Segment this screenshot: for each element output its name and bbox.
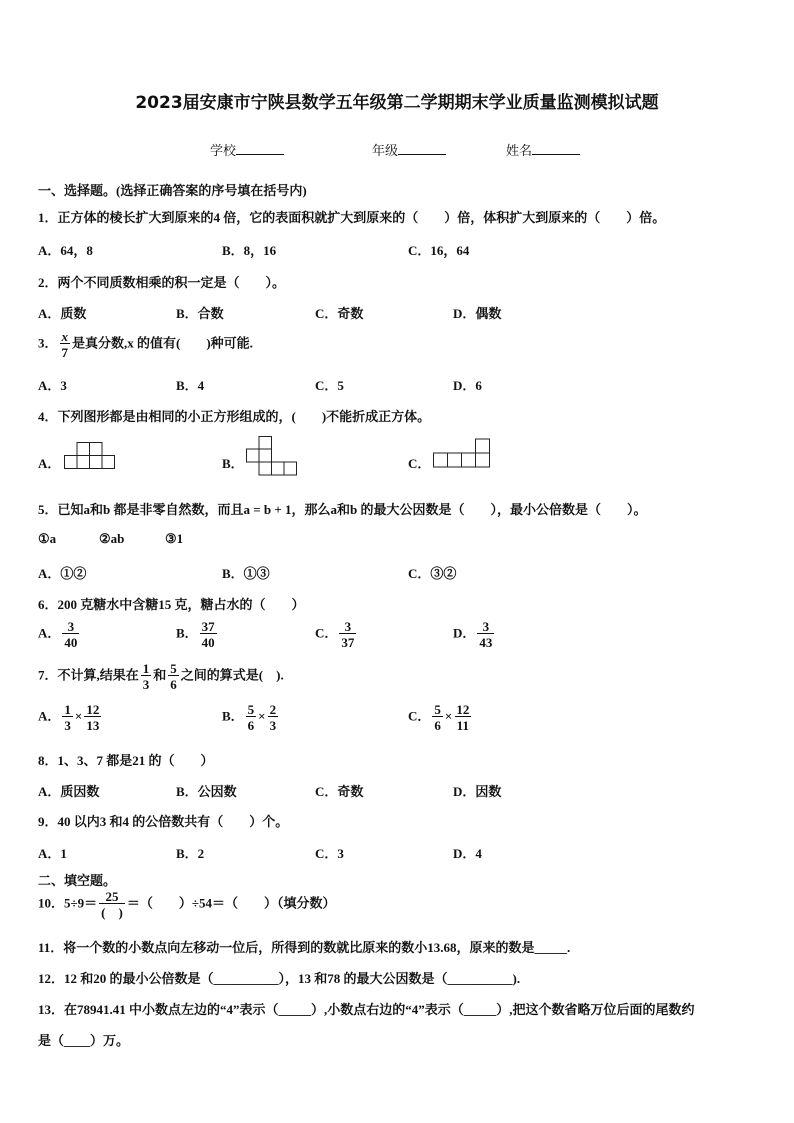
q6-option-b: B． $\frac{37}{40}$ xyxy=(176,619,215,650)
question-9: 9．40 以内3 和4 的公倍数共有（ ）个。 xyxy=(38,814,289,829)
q2-option-a: A．质数 xyxy=(38,306,87,321)
q1-option-c: C．16，64 xyxy=(408,243,470,258)
question-3: 3． $\frac{x}{7}$ 是真分数,x 的值有( )种可能. xyxy=(38,329,253,360)
q5-option-b: B．①③ xyxy=(222,566,270,581)
q3-option-c: C．5 xyxy=(315,378,344,393)
q5-option-c: C．③② xyxy=(408,566,457,581)
question-8: 8．1、3、7 都是21 的（ ） xyxy=(38,753,214,768)
question-4: 4．下列图形都是由相同的小正方形组成的，( )不能折成正方体。 xyxy=(38,409,431,424)
school-field: 学校 xyxy=(210,140,284,159)
q9-option-c: C．3 xyxy=(315,846,344,861)
q6-option-c: C． $\frac{3}{37}$ xyxy=(315,619,355,650)
section-fill-heading: 二、填空题。 xyxy=(38,873,117,888)
question-1: 1．正方体的棱长扩大到原来的4 倍，它的表面积就扩大到原来的（ ）倍，体积扩大到原来的（ ）倍。 xyxy=(38,210,666,225)
name-field: 姓名 xyxy=(506,140,580,159)
q2-option-b: B．合数 xyxy=(176,306,224,321)
q9-option-d: D．4 xyxy=(453,846,482,861)
q3-option-b: B．4 xyxy=(176,378,205,393)
q6-option-a: A． $\frac{3}{40}$ xyxy=(38,619,78,650)
q4-option-c-label: C． xyxy=(408,456,431,471)
question-7: 7．不计算,结果在 $\frac{1}{3}$ 和 $\frac{5}{6}$ 之间的算式是( ). xyxy=(38,661,284,692)
q4-option-b-label: B． xyxy=(222,456,244,471)
q3-option-a: A．3 xyxy=(38,378,67,393)
section-choice-heading: 一、选择题。(选择正确答案的序号填在括号内) xyxy=(38,183,307,198)
question-2: 2．两个不同质数相乘的积一定是（ ）。 xyxy=(38,275,286,290)
question-12: 12．12 和20 的最小公倍数是（__________），13 和78 的最大公因数是（__________). xyxy=(38,971,521,986)
q8-option-d: D．因数 xyxy=(453,784,502,799)
q9-option-b: B．2 xyxy=(176,846,205,861)
q7-option-a: A． $\frac{1}{3}$ × $\frac{12}{13}$ xyxy=(38,702,100,733)
cube-net-a-figure xyxy=(64,441,118,471)
question-6: 6．200 克糖水中含糖15 克，糖占水的（ ） xyxy=(38,597,305,612)
q1-option-a: A．64，8 xyxy=(38,243,93,258)
q8-option-b: B．公因数 xyxy=(176,784,237,799)
question-13: 13．在78941.41 中小数点左边的“4”表示（_____）,小数点右边的“4”表示（_____）,把这个数省略万位后面的尾数约 xyxy=(38,1002,695,1017)
q3-option-d: D．6 xyxy=(453,378,482,393)
q8-option-c: C．奇数 xyxy=(315,784,364,799)
q7-option-c: C． $\frac{5}{6}$ × $\frac{12}{11}$ xyxy=(408,702,470,733)
q4-option-a-label: A． xyxy=(38,456,61,471)
q3-fraction: $\frac{x}{7}$ xyxy=(61,329,69,360)
q5-option-a: A．①② xyxy=(38,566,87,581)
q2-option-d: D．偶数 xyxy=(453,306,502,321)
grade-field: 年级 xyxy=(372,140,446,159)
q9-option-a: A．1 xyxy=(38,846,67,861)
question-5: 5．已知a和b 都是非零自然数，而且a = b + 1，那么a和b 的最大公因数是（ ），最小公倍数是（ ）。 xyxy=(38,502,647,517)
q7-option-b: B． $\frac{5}{6}$ × $\frac{2}{3}$ xyxy=(222,702,277,733)
question-13-continued: 是（____）万。 xyxy=(38,1033,130,1048)
q1-option-b: B．8，16 xyxy=(222,243,277,258)
exam-title: 2023届安康市宁陕县数学五年级第二学期期末学业质量监测模拟试题 xyxy=(135,93,659,113)
cube-net-b-figure xyxy=(246,436,300,476)
cube-net-c-figure xyxy=(433,436,495,472)
q8-option-a: A．质因数 xyxy=(38,784,100,799)
q5-choice-2: ②ab xyxy=(99,531,125,546)
q5-choice-1: ①a xyxy=(38,531,57,546)
question-11: 11．将一个数的小数点向左移动一位后，所得到的数就比原来的数小13.68，原来的数是_____. xyxy=(38,940,571,955)
q6-option-d: D． $\frac{3}{43}$ xyxy=(453,619,493,650)
q2-option-c: C．奇数 xyxy=(315,306,364,321)
q5-choice-3: ③1 xyxy=(165,531,184,546)
question-10: 10．5÷9＝ $\frac{25}{( )}$ ＝（ ）÷54＝（ ）（填分数） xyxy=(38,889,336,920)
